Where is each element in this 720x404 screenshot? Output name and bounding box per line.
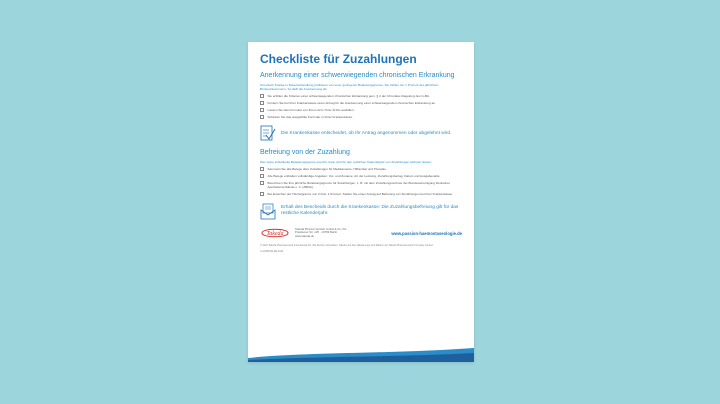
checkbox[interactable] bbox=[260, 167, 264, 171]
list-item: Lassen Sie das Formular von Ihrem Arzt / Ihrer Ärztin ausfüllen. bbox=[260, 108, 462, 112]
checkbox[interactable] bbox=[260, 192, 264, 196]
legal-notice: © 2022 Takeda Pharmaceutical International AG. Alle Rechte vorbehalten. Takeda und das Takeda-Logo sind Marken der Takeda Pharmaceutical Company Limited. bbox=[260, 244, 434, 247]
section-intro-chronic: Chronisch Kranke in Dauerbehandlung profitieren von einer geringeren Belastungsgrenze: Sie zahlen nur 1 Prozent des jährlichen Bruttoeinkommens. So läuft die Anerkennung ab: bbox=[260, 83, 439, 91]
callout-text: Erhalt des Bescheids durch die Krankenkasse: Die Zuzahlungsbefreiung gilt für das restliche Kalenderjahr. bbox=[281, 205, 459, 216]
checkbox[interactable] bbox=[260, 94, 264, 98]
document-page bbox=[248, 42, 474, 362]
callout-notice bbox=[260, 202, 462, 220]
page-title: Checkliste für Zuzahlungen bbox=[260, 52, 417, 66]
list-item: Bei Erreichen der Höchstgrenze von 2 bzw. 1 Prozent: Stellen Sie einen Antrag auf Befreiung von Zuzahlungen bei Ihrer Krankenkasse. bbox=[260, 192, 462, 196]
checklist-document-icon bbox=[260, 125, 276, 143]
checkbox[interactable] bbox=[260, 101, 264, 105]
list-item: Sammeln Sie alle Belege über Zuzahlungen für Medikamente, Hilfsmittel und Therapie. bbox=[260, 167, 462, 171]
takeda-logo bbox=[260, 226, 290, 240]
checkbox[interactable] bbox=[260, 108, 264, 112]
list-item: Sie erfüllen die Kriterien einer schwerwiegenden chronischen Erkrankung gem. § 2 der Chroniker-Regelung des G-BA. bbox=[260, 94, 462, 98]
list-item: Schicken Sie das ausgefüllte Formular zu Ihrer Krankenkasse. bbox=[260, 115, 462, 119]
logo-text: Takeda bbox=[266, 231, 284, 237]
section-heading-chronic: Anerkennung einer schwerwiegenden chronischen Erkrankung bbox=[260, 72, 455, 79]
website-link[interactable]: www.passion-haemostaseologie.de bbox=[391, 230, 462, 236]
checklist-exemption bbox=[260, 167, 462, 196]
envelope-letter-icon bbox=[260, 202, 276, 220]
checklist-chronic bbox=[260, 94, 462, 119]
callout-text: Die Krankenkasse entscheidet, ob Ihr Antrag angenommen oder abgelehnt wird. bbox=[281, 131, 452, 136]
checkbox[interactable] bbox=[260, 174, 264, 178]
company-address: Takeda Pharma Vertrieb GmbH & Co. KG Potsdamer Str. 125 · 10783 Berlin www.takeda.de bbox=[295, 226, 347, 238]
callout-decision bbox=[260, 125, 462, 143]
list-item: Alle Belege enthalten vollständige Angaben: Vor- und Zuname, Art der Leistung, Zuzahlungsbetrag, Datum und Ausgabestelle. bbox=[260, 174, 462, 178]
section-heading-exemption: Befreiung von der Zuzahlung bbox=[260, 149, 350, 156]
document-code: C-ANPROM-DE-2022 bbox=[260, 250, 284, 254]
footer bbox=[260, 226, 462, 240]
list-item: Berechnen Sie Ihre jährliche Belastungsgrenze für Zuzahlungen, z. B. mit dem Zuzahlungsrechner der Bundesvereinigung Deutscher Apothekerverbände e. V. (ABDA). bbox=[260, 181, 462, 189]
decorative-wave bbox=[248, 348, 474, 362]
checkbox[interactable] bbox=[260, 115, 264, 119]
checkbox[interactable] bbox=[260, 181, 264, 185]
list-item: Fordern Sie bei Ihrer Krankenkasse einen Antrag für die Anerkennung einer schwerwiegenden chronischen Erkrankung an. bbox=[260, 101, 462, 105]
section-intro-exemption: Wer seine individuelle Belastungsgrenze erreicht, kann sich für den restlichen Kalenderjahr von Zuzahlungen befreien lassen: bbox=[260, 160, 432, 164]
